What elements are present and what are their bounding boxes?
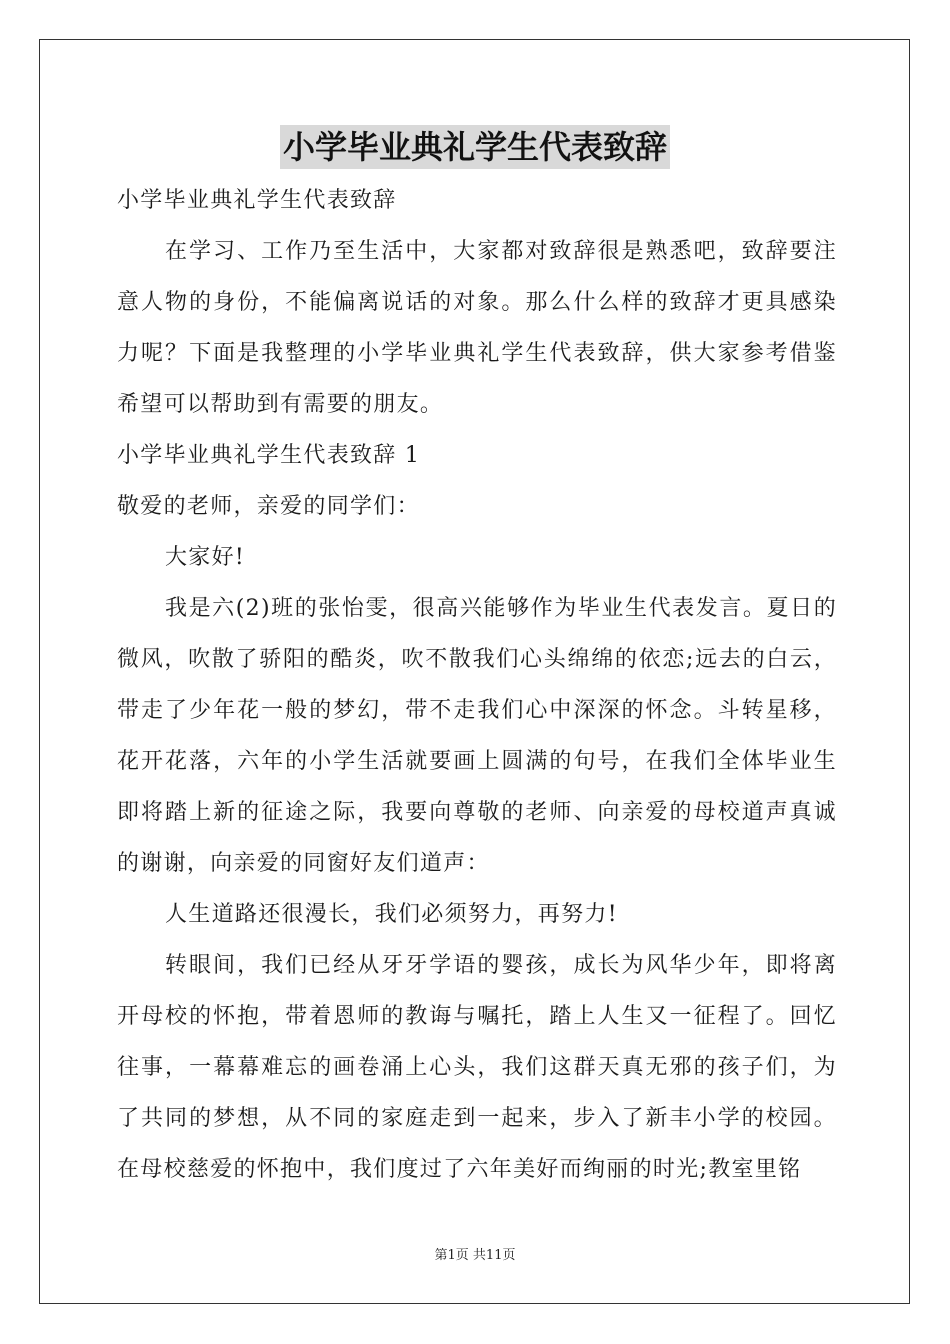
page-number-footer: 第1页 共11页 [434,1248,516,1263]
subtitle-paragraph: 小学毕业典礼学生代表致辞 [117,188,397,213]
salutation-paragraph: 敬爱的老师，亲爱的同学们： [117,494,420,519]
document-title: 小学毕业典礼学生代表致辞 [280,125,670,169]
body-paragraph: 转眼间，我们已经从牙牙学语的婴孩，成长为风华少年，即将离开母校的怀抱，带着恩师的教诲与嘱托，踏上人生又一征程了。回忆往事，一幕幕难忘的画卷涌上心头，我们这群天真无邪的孩子们，为了共同的梦想，从不同的家庭走到一起来，步入了新丰小学的校园。在母校慈爱的怀抱中，我们度过了六年美好而绚丽的时光;教室里铭 [117,953,837,1182]
greeting-paragraph: 大家好! [165,545,246,570]
document-body [117,175,837,1195]
section-heading: 小学毕业典礼学生代表致辞 1 [117,443,421,468]
body-paragraph: 人生道路还很漫长，我们必须努力，再努力! [165,902,618,927]
body-paragraph: 我是六(2)班的张怡雯，很高兴能够作为毕业生代表发言。夏日的微风，吹散了骄阳的酷炎，吹不散我们心头绵绵的依恋;远去的白云，带走了少年花一般的梦幻，带不走我们心中深深的怀念。斗转星移，花开花落，六年的小学生活就要画上圆满的句号，在我们全体毕业生即将踏上新的征途之际，我要向尊敬的老师、向亲爱的母校道声真诚的谢谢，向亲爱的同窗好友们道声： [117,596,837,876]
title-wrap [0,125,950,169]
intro-paragraph: 在学习、工作乃至生活中，大家都对致辞很是熟悉吧，致辞要注意人物的身份，不能偏离说话的对象。那么什么样的致辞才更具感染力呢？下面是我整理的小学毕业典礼学生代表致辞，供大家参考借鉴希望可以帮助到有需要的朋友。 [117,239,837,417]
